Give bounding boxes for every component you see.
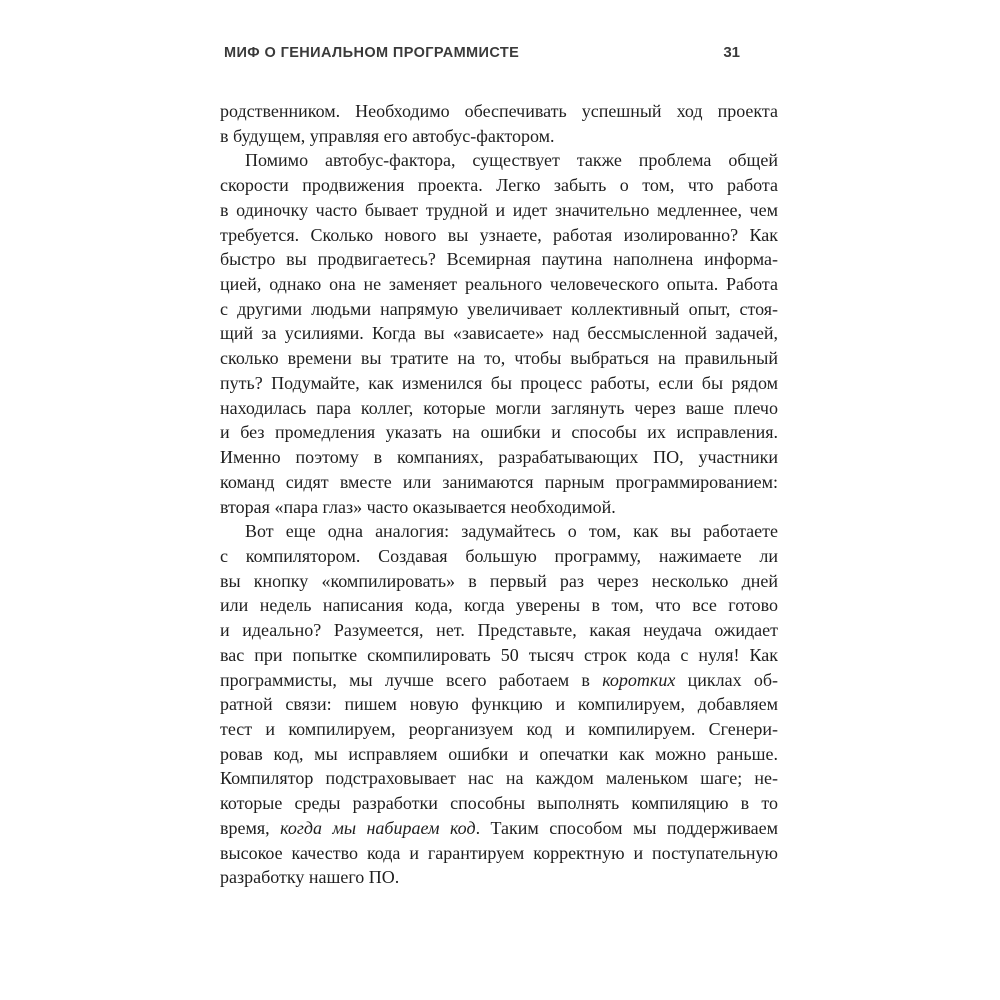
text-line: программисты, мы лучше всего работаем в коротких циклах об- bbox=[220, 669, 778, 690]
page-number: 31 bbox=[723, 44, 740, 61]
text-line: ратной связи: пишем новую функцию и компилируем, добавляем bbox=[220, 694, 778, 715]
paragraph bbox=[220, 99, 778, 148]
text-line: Помимо автобус-фактора, существует также проблема общей bbox=[245, 150, 778, 171]
text-line: родственником. Необходимо обеспечивать успешный ход проекта bbox=[220, 101, 778, 121]
text-line: команд сидят вместе или занимаются парным программированием: bbox=[220, 471, 778, 492]
text-line: разработку нашего ПО. bbox=[220, 867, 400, 888]
text-line: с другими людьми напрямую увеличивает коллективный опыт, стоя- bbox=[220, 298, 778, 319]
text-line: скорости продвижения проекта. Легко забыть о том, что работа bbox=[220, 175, 778, 196]
text-line: высокое качество кода и гарантируем корректную и поступательную bbox=[220, 842, 778, 863]
text-line: и идеально? Разумеется, нет. Представьте, какая неудача ожидает bbox=[220, 620, 778, 641]
text-line: тест и компилируем, реорганизуем код и компилируем. Сгенери- bbox=[220, 718, 778, 739]
text-line: Именно поэтому в компаниях, разрабатывающих ПО, участники bbox=[220, 447, 778, 468]
running-header bbox=[224, 45, 740, 61]
text-line: цией, однако она не заменяет реального человеческого опыта. Работа bbox=[220, 274, 778, 295]
text-line: или недель написания кода, когда уверены в том, что все готово bbox=[220, 595, 778, 616]
text-line: требуется. Сколько нового вы узнаете, работая изолированно? Как bbox=[220, 224, 778, 245]
text-line: в одиночку часто бывает трудной и идет значительно медленнее, чем bbox=[220, 199, 778, 220]
text-line: вторая «пара глаз» часто оказывается необходимой. bbox=[220, 496, 616, 517]
text-line: время, когда мы набираем код. Таким способом мы поддерживаем bbox=[220, 817, 778, 838]
text-line: которые среды разработки способны выполнять компиляцию в то bbox=[220, 793, 778, 814]
text-line: Вот еще одна аналогия: задумайтесь о том, как вы работаете bbox=[245, 521, 778, 542]
text-line: путь? Подумайте, как изменился бы процесс работы, если бы рядом bbox=[220, 372, 778, 393]
text-line: ровав код, мы исправляем ошибки и опечатки как можно раньше. bbox=[220, 743, 778, 764]
text-line: в будущем, управляя его автобус-фактором. bbox=[220, 125, 555, 146]
text-line: вас при попытке скомпилировать 50 тысяч строк кода с нуля! Как bbox=[220, 644, 778, 665]
text-line: с компилятором. Создавая большую программу, нажимаете ли bbox=[220, 545, 778, 566]
page-body bbox=[220, 99, 778, 890]
paragraph bbox=[220, 148, 778, 519]
text-line: и без промедления указать на ошибки и способы их исправления. bbox=[220, 422, 778, 443]
text-line: щий за усилиями. Когда вы «зависаете» над бессмысленной задачей, bbox=[220, 323, 778, 344]
text-line: сколько времени вы тратите на то, чтобы выбраться на правильный bbox=[220, 348, 778, 369]
text-line: быстро вы продвигаетесь? Всемирная паутина наполнена информа- bbox=[220, 249, 778, 270]
text-line: находилась пара коллег, которые могли заглянуть через ваше плечо bbox=[220, 397, 778, 418]
running-title: МИФ О ГЕНИАЛЬНОМ ПРОГРАММИСТЕ bbox=[224, 45, 520, 61]
text-line: Компилятор подстраховывает нас на каждом маленьком шаге; не- bbox=[220, 768, 778, 789]
paragraph bbox=[220, 519, 778, 890]
text-line: вы кнопку «компилировать» в первый раз через несколько дней bbox=[220, 570, 778, 591]
